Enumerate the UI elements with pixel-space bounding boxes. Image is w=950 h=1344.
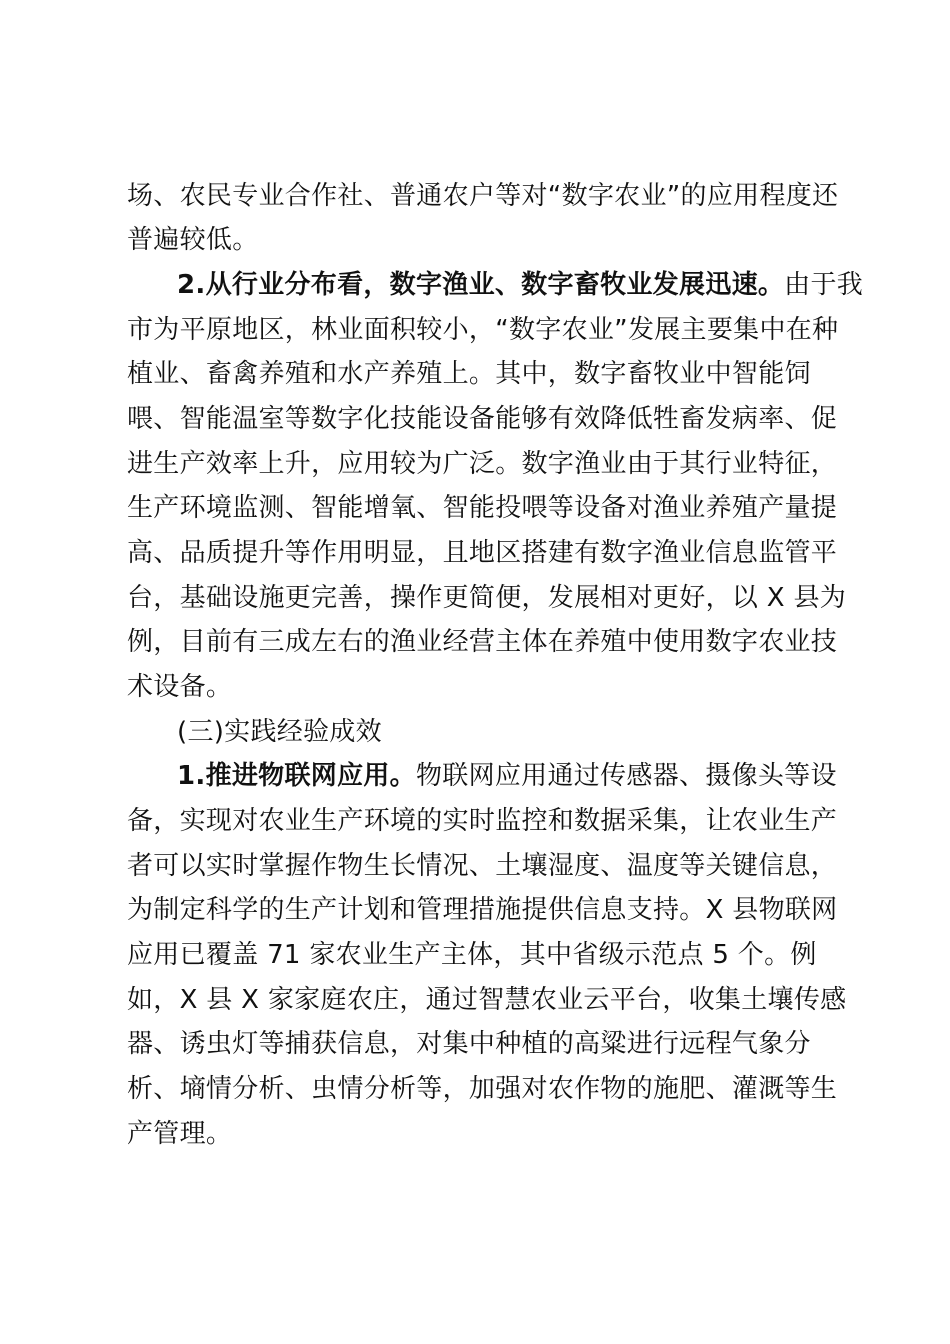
text-line: 如，X 县 X 家家庭农庄，通过智慧农业云平台，收集土壤传感 [127, 985, 847, 1015]
text-line: 植业、畜禽养殖和水产养殖上。其中，数字畜牧业中智能饲 [127, 359, 811, 389]
text-line: 者可以实时掌握作物生长情况、土壤湿度、温度等关键信息， [127, 851, 838, 881]
text-line: 为制定科学的生产计划和管理措施提供信息支持。X 县物联网 [127, 895, 838, 925]
section-heading: (三)实践经验成效 [177, 717, 382, 747]
paragraph-heading: 1.推进物联网应用。 [177, 761, 416, 791]
text-line: 术设备。 [127, 672, 233, 702]
paragraph-text: 由于我 [784, 270, 864, 300]
paragraph-heading: 2.从行业分布看，数字渔业、数字畜牧业发展迅速。 [177, 270, 785, 300]
text-line: 场、农民专业合作社、普通农户等对“数字农业”的应用程度还 [127, 181, 839, 211]
text-line: 应用已覆盖 71 家农业生产主体，其中省级示范点 5 个。例 [127, 940, 817, 970]
text-line: 市为平原地区，林业面积较小，“数字农业”发展主要集中在种 [127, 315, 839, 345]
text-line: 生产环境监测、智能增氧、智能投喂等设备对渔业养殖产量提 [127, 493, 838, 523]
text-line: 器、诱虫灯等捕获信息，对集中种植的高粱进行远程气象分 [127, 1029, 811, 1059]
text-line: 析、墒情分析、虫情分析等，加强对农作物的施肥、灌溉等生 [127, 1074, 838, 1104]
text-line: 产管理。 [127, 1119, 233, 1149]
paragraph-heading-line [177, 268, 877, 302]
paragraph-text: 物联网应用通过传感器、摄像头等设 [415, 761, 837, 791]
paragraph-heading-line [177, 759, 877, 793]
text-line: 例，目前有三成左右的渔业经营主体在养殖中使用数字农业技 [127, 627, 838, 657]
text-line: 高、品质提升等作用明显，且地区搭建有数字渔业信息监管平 [127, 538, 838, 568]
text-line: 备，实现对农业生产环境的实时监控和数据采集，让农业生产 [127, 806, 838, 836]
text-line: 进生产效率上升，应用较为广泛。数字渔业由于其行业特征， [127, 449, 838, 479]
text-line: 普遍较低。 [127, 225, 259, 255]
text-line: 喂、智能温室等数字化技能设备能够有效降低牲畜发病率、促 [127, 404, 838, 434]
text-line: 台，基础设施更完善，操作更简便，发展相对更好，以 X 县为 [127, 583, 847, 613]
